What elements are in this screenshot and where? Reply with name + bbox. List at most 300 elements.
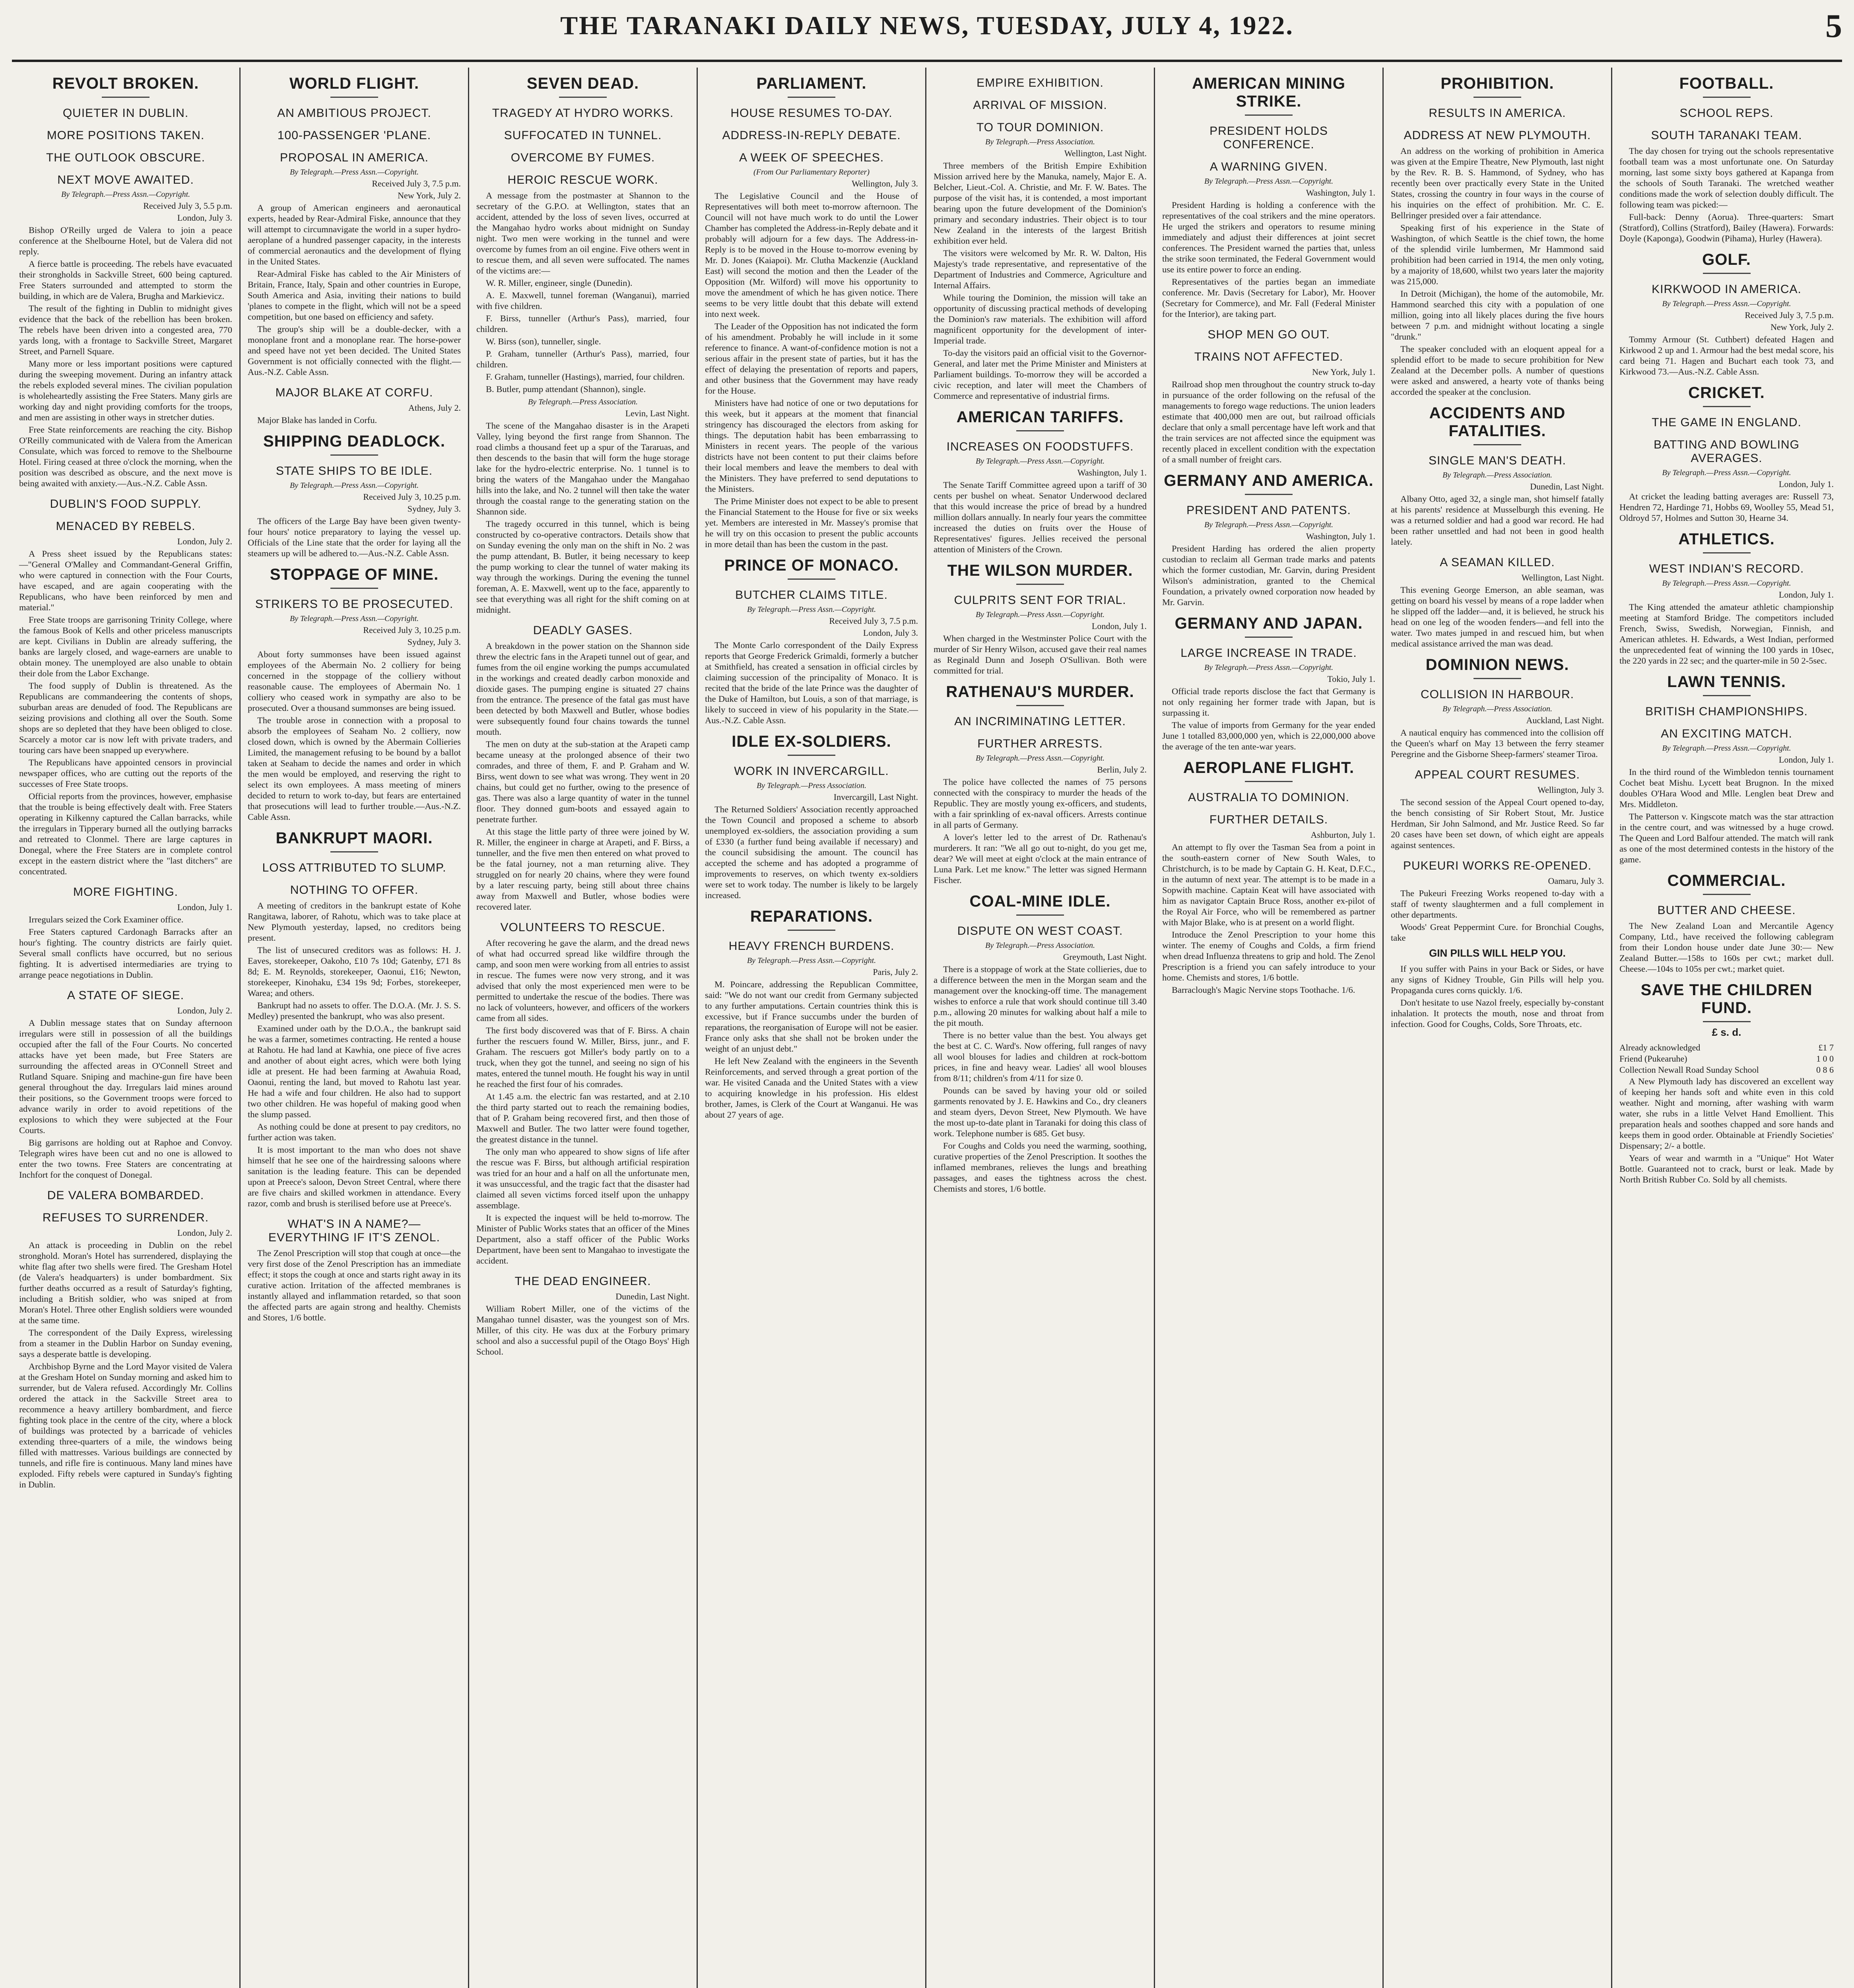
byline: By Telegraph.—Press Assn.—Copyright. xyxy=(747,956,876,965)
byline: By Telegraph.—Press Assn.—Copyright. xyxy=(1662,468,1791,477)
paragraph: The food supply of Dublin is threatened. As the Republicans are commandeering the contents of shops, suburban areas are denuded of food. The Republicans are seizing provisions and clothing all over the South. Some shops are so depleted that they have been obliged to close. Scarcely a motor car is now left with private traders, and touring cars have been snapped up everywhere. xyxy=(19,681,232,755)
paragraph: Bishop O'Reilly urged de Valera to join a peace conference at the Shelbourne Hotel, but de Valera did not reply. xyxy=(19,225,232,256)
dateline: Wellington, Last Night. xyxy=(1064,148,1147,158)
paragraph: The men on duty at the sub-station at the Arapeti camp became uneasy at the prolonged absence of their two comrades, and three of them, F. and P. Graham and W. Birss, went down to see what was wrong. They went in 20 chains, but could get no further, owing to the presence of gas. There was also a large quantity of water in the tunnel floor. They donned gum-boots and essayed again to penetrate further. xyxy=(476,739,689,824)
subheading: PRESIDENT HOLDS CONFERENCE. xyxy=(1209,124,1328,151)
subheading: THE DEAD ENGINEER. xyxy=(514,1275,651,1288)
dateline: Sydney, July 3. xyxy=(407,637,461,647)
dateline: Wellington, July 3. xyxy=(1538,785,1604,795)
headline: IDLE EX-SOLDIERS. xyxy=(732,733,891,750)
dateline: London, July 1. xyxy=(177,902,232,912)
paragraph: The Monte Carlo correspondent of the Daily Express reports that George Frederick Grimaldi, formerly a butcher at Smithfield, has created a sensation in official circles by claiming succession of the principality of Monaco. It is recited that the bride of the late Prince was the daughter of the Duke of Hamilton, but Louis, a son of that marriage, is likely to succeed in view of his popularity in the State.—Aus.-N.Z. Cable Assn. xyxy=(705,640,918,725)
subheading: DISPUTE ON WEST COAST. xyxy=(957,924,1123,938)
paragraph: Irregulars seized the Cork Examiner office. xyxy=(29,914,184,924)
subheading: NOTHING TO OFFER. xyxy=(290,883,419,897)
paragraph: The result of the fighting in Dublin to midnight gives evidence that the back of the rebellion has been broken. The rebels have been driven into a congested area, 770 yards long, with a frontage to Sackville Street, Margaret Street, and Parnell Square. xyxy=(19,303,232,356)
paragraph: William Robert Miller, one of the victims of the Mangahao tunnel disaster, was the youngest son of Mrs. Miller, of this city. He was dux at the Forbury primary school and also a successful pupil of the Otago Boys' High School. xyxy=(476,1304,689,1357)
headline: BANKRUPT MAORI. xyxy=(276,829,433,847)
paragraph: Bankrupt had no assets to offer. The D.O.A. (Mr. J. S. S. Medley) presented the bankrupt, who was also present. xyxy=(248,1000,461,1021)
ledger-label: Friend (Pukearuhe) xyxy=(1619,1054,1687,1064)
paragraph: The scene of the Mangahao disaster is in the Arapeti Valley, lying beyond the first range from Shannon. The road climbs a thousand feet up a spur of the Tararuas, and then descends to the basin that will form the huge storage lake for the hydro-electric enterprise. No. 1 tunnel is to bring the waters of the Mangahao under the Mangahao hills into the lake, and No. 2 tunnel will then take the water through the coastal range to the generating station on the Shannon side. xyxy=(476,421,689,516)
paragraph: An attempt to fly over the Tasman Sea from a point in the south-eastern corner of New South Wales, to Christchurch, is to be made by Captain G. H. Keat, D.F.C., in the autumn of next year. The attempt is to be made in a Sopwith machine. Captain Keat will have associated with him as navigator Captain Bruce Ross, another ex-pilot of the Royal Air Force, who will be remembered as partner with Major Blake, who is at present on a world flight. xyxy=(1162,842,1375,927)
subheading: PUKEURI WORKS RE-OPENED. xyxy=(1403,859,1592,872)
paragraph: A nautical enquiry has commenced into the collision off the Queen's wharf on May 13 between the ferry steamer Peregrine and the Gisborne Sheep-farmers' steamer Tiroa. xyxy=(1391,728,1604,759)
byline: By Telegraph.—Press Association. xyxy=(1442,471,1552,480)
byline: By Telegraph.—Press Association. xyxy=(1442,705,1552,713)
paragraph: A. E. Maxwell, tunnel foreman (Wanganui), married with five children. xyxy=(476,290,689,311)
dateline: Received July 3, 10.25 p.m. xyxy=(363,625,461,635)
headline-rule xyxy=(330,851,378,852)
headline: AEROPLANE FLIGHT. xyxy=(1183,759,1355,777)
headline: FOOTBALL. xyxy=(1679,75,1774,92)
subheading: INCREASES ON FOODSTUFFS. xyxy=(946,440,1134,453)
paragraph: It is expected the inquest will be held to-morrow. The Minister of Public Works states that an officer of the Mines Department, also a staff officer of the Public Works Department, have been sent to Mangahao to investigate the accident. xyxy=(476,1213,689,1266)
byline: By Telegraph.—Press Assn.—Copyright. xyxy=(1204,663,1334,672)
dateline: Received July 3, 7.5 p.m. xyxy=(372,179,461,188)
headline-rule xyxy=(1473,97,1521,98)
paragraph: The Returned Soldiers' Association recently approached the Town Council and proposed a scheme to absorb unemployed ex-soldiers, the association providing a sum of £330 (a further fund being available if necessary) and the council subsidising the amount. The council has accepted the scheme and has adopted a programme of improvements to reserves, on which twenty ex-soldiers were set to work today. The number is likely to be largely increased. xyxy=(705,804,918,900)
subheading: A WEEK OF SPEECHES. xyxy=(739,151,884,164)
dateline: Wellington, July 3. xyxy=(852,179,918,188)
dateline: Greymouth, Last Night. xyxy=(1063,952,1147,962)
subheading: STRIKERS TO BE PROSECUTED. xyxy=(255,598,454,611)
paragraph: The Republicans have appointed censors in provincial newspaper offices, who are cutting out the reports of the successes of Free State troops. xyxy=(19,757,232,789)
dateline: Dunedin, Last Night. xyxy=(615,1291,689,1301)
headline-rule xyxy=(788,755,835,756)
paragraph: The list of unsecured creditors was as follows: H. J. Eaves, storekeeper, Oakoho, £10 7s 10d; Gatenby, £71 8s 8d; E. M. Reynolds, storekeeper, Oaonui, £16; Newton, storekeeper, Kinohaku, £34 19s 9d; Forbes, storekeeper, Warea; and others. xyxy=(248,945,461,998)
headline: SEVEN DEAD. xyxy=(526,75,639,92)
subheading: LARGE INCREASE IN TRADE. xyxy=(1180,646,1357,660)
dateline: Washington, July 1. xyxy=(1077,468,1147,478)
subheading: WHAT'S IN A NAME?—EVERYTHING IF IT'S ZENOL. xyxy=(268,1217,440,1244)
headline-rule xyxy=(1703,406,1751,407)
byline: By Telegraph.—Press Assn.—Copyright. xyxy=(61,190,190,199)
paragraph: A message from the postmaster at Shannon to the secretary of the G.P.O. at Wellington, states that an accident, attended by the loss of seven lives, occurred at the Mangahao hydro works about midnight on Sunday night. Two men were working in the tunnel and were overcome by fumes from an oil engine. Five others went in to rescue them, and all seven were suffocated. The names of the victims are:— xyxy=(476,190,689,276)
subheading: HEROIC RESCUE WORK. xyxy=(507,173,658,186)
paragraph: An address on the working of prohibition in America was given at the Empire Theatre, New Plymouth, last night by the Rev. R. B. S. Hammond, of Sydney, who has recently been over practically every State in the United States, crossing the country in four ways in the course of his inquiries on the effect of prohibition. Mr. C. E. Bellringer presided over a fair attendance. xyxy=(1391,146,1604,220)
paragraph: M. Poincare, addressing the Republican Committee, said: "We do not want our credit from Germany subjected to any further amputations. Certain countries think this is excessive, but if France succumbs under the burden of reparations, the reorganisation of Europe will not be easier. France only asks that she shall not be broken under the weight of an unjust debt." xyxy=(705,979,918,1054)
paragraph: B. Butler, pump attendant (Shannon), single. xyxy=(486,384,646,394)
dateline: Ashburton, July 1. xyxy=(1310,830,1375,840)
paragraph: In the third round of the Wimbledon tennis tournament Cochet beat Mishu. Lycett beat Brugnon. In the mixed doubles O'Hara Wood and Mlle. Lenglen beat Drew and Mrs. Middleton. xyxy=(1619,767,1834,809)
masthead xyxy=(12,4,1842,48)
headline: PRINCE OF MONACO. xyxy=(724,557,899,574)
column-2 xyxy=(241,68,469,1988)
paragraph: Representatives of the parties began an immediate conference. Mr. Davis (Secretary for Labor), Mr. Hoover (Secretary for Commerce), and Mr. Fall (Federal Minister for the Interior), are taking part. xyxy=(1162,277,1375,319)
byline: By Telegraph.—Press Assn.—Copyright. xyxy=(1204,520,1334,529)
paragraph: F. Graham, tunneller (Hastings), married, four children. xyxy=(486,372,685,382)
headline: PARLIAMENT. xyxy=(756,75,867,92)
dateline: Received July 3, 10.25 p.m. xyxy=(363,492,461,502)
paragraph: While touring the Dominion, the mission will take an opportunity of discussing practical methods of developing the Dominion's raw materials. The exhibition will afford magnificent opportunity for the development of inter-Imperial trade. xyxy=(934,293,1147,346)
paragraph: It is most important to the man who does not shave himself that he see one of the hairdressing saloons where sanitation is the leading feature. This can be depended upon at Preece's saloon, Devon Street Central, where there are five chairs and skilled workmen in attendance. Every razor, comb and brush is sterilised before use at Preece's. xyxy=(248,1145,461,1208)
paragraph: There is a stoppage of work at the State collieries, due to a difference between the men in the Morgan seam and the management over the knocking-off time. The management wishes to enforce a rule that work should continue till 3.40 p.m., allowing 20 minutes for walking about half a mile to the pit mouth. xyxy=(934,964,1147,1028)
paragraph: He left New Zealand with the engineers in the Seventh Reinforcements, and served through a great portion of the war. He visited Canada and the United States with a view to acquiring knowledge in his profession. His eldest brother, James, is Clerk of the Court at Wanganui. He was about 27 years of age. xyxy=(705,1056,918,1120)
headline: AMERICAN MINING STRIKE. xyxy=(1192,75,1346,110)
headline: STOPPAGE OF MINE. xyxy=(270,566,439,583)
headline: PROHIBITION. xyxy=(1440,75,1554,92)
subheading: COLLISION IN HARBOUR. xyxy=(1420,688,1574,701)
paragraph: At this stage the little party of three were joined by W. R. Miller, the engineer in charge at Arapeti, and F. Birss, a tunneller, and the five men then entered on what proved to be the fatal journey, not a man returning alive. They struggled on for nearly 20 chains, where they were found by a later rescuing party, being still about three chains away from Maxwell and Butler, whose bodies were recovered later. xyxy=(476,827,689,912)
paragraph: The Prime Minister does not expect to be able to present the Financial Statement to the House for five or six weeks yet. Members are interested in Mr. Massey's promise that he will try on this occasion to present the public accounts in more detail than has been the custom in the past. xyxy=(705,496,918,549)
paragraph: Full-back: Denny (Aorua). Three-quarters: Smart (Stratford), Collins (Stratford), Bailey (Hawera). Forwards: Doyle (Kaponga), Goodwin (Pihama), Hurley (Hawera). xyxy=(1619,212,1834,243)
subheading: FURTHER ARRESTS. xyxy=(977,737,1103,750)
column-4 xyxy=(698,68,926,1988)
dateline: London, July 1. xyxy=(1091,621,1147,631)
paragraph: The visitors were welcomed by Mr. R. W. Dalton, His Majesty's trade representative, and representative of the Department of Industries and Commerce, Agriculture and Internal Affairs. xyxy=(934,248,1147,290)
masthead-title: THE TARANAKI DAILY NEWS, TUESDAY, JULY 4, 1922. xyxy=(560,11,1294,40)
byline: By Telegraph.—Press Assn.—Copyright. xyxy=(289,614,419,623)
headline-rule xyxy=(559,97,607,98)
headline-rule xyxy=(1703,1021,1751,1022)
subheading: LOSS ATTRIBUTED TO SLUMP. xyxy=(262,861,447,874)
byline: By Telegraph.—Press Association. xyxy=(985,138,1095,146)
headline: COAL-MINE IDLE. xyxy=(969,893,1111,910)
dateline: Athens, July 2. xyxy=(408,403,461,413)
subheading: MENACED BY REBELS. xyxy=(56,520,196,533)
subheading: TRAGEDY AT HYDRO WORKS. xyxy=(492,107,674,120)
subheading: DEADLY GASES. xyxy=(533,624,633,637)
paragraph: W. R. Miller, engineer, single (Dunedin). xyxy=(486,278,633,288)
paragraph: F. Birss, tunneller (Arthur's Pass), married, four children. xyxy=(476,313,689,334)
paragraph: The day chosen for trying out the schools representative football team was a most unfortunate one. On Saturday morning, last some sixty boys gathered at Kapanga from the schools of South Taranaki. The wretched weather conditions made the work of selection doubly difficult. The following team was picked:— xyxy=(1619,146,1834,210)
byline: By Telegraph.—Press Assn.—Copyright. xyxy=(1662,299,1791,308)
paragraph: A fierce battle is proceeding. The rebels have evacuated their strongholds in Sackville Street, 600 being captured. Free Staters surrounded and attempted to storm the building, in which are de Valera, Brugha and Markievicz. xyxy=(19,259,232,301)
subheading: KIRKWOOD IN AMERICA. xyxy=(1652,283,1802,296)
paragraph: A lover's letter led to the arrest of Dr. Rathenau's murderers. It ran: "We all go out to-night, do you get me, dear? We will meet at eight o'clock at the main entrance of Luna Park. Let me know." The letter was signed Hermann Fischer. xyxy=(934,832,1147,885)
subheading: QUIETER IN DUBLIN. xyxy=(62,107,189,120)
paragraph: Examined under oath by the D.O.A., the bankrupt said he was a farmer, sometimes contracting. He rented a house at Rahotu. He had land at Kawhia, one piece of five acres and another of about eight acres, which were both lying idle at present. He had been farming at Awahuia Road, Oaonui, renting the land, but moved to Rahotu last year. He had a wife and four children. He also had to support two other children. He was hopeful of making good when the slump passed. xyxy=(248,1023,461,1119)
headline: THE WILSON MURDER. xyxy=(947,562,1133,579)
paragraph: Many more or less important positions were captured during the sweeping movement. During an infantry attack the rebels exploded several mines. The civilian population is wholeheartedly assisting the Free Staters. Many girls are working day and night providing comforts for the troops, and men are assisting in other ways in stretcher duties. xyxy=(19,359,232,422)
dateline: New York, July 1. xyxy=(1312,367,1375,377)
paragraph: When charged in the Westminster Police Court with the murder of Sir Henry Wilson, accused gave their real names as Reginald Dunn and Joseph O'Sullivan. Both were committed for trial. xyxy=(934,633,1147,676)
byline: (From Our Parliamentary Reporter) xyxy=(753,168,870,177)
dateline: Dunedin, Last Night. xyxy=(1530,481,1604,491)
subheading: AN AMBITIOUS PROJECT. xyxy=(277,107,431,120)
headline: GERMANY AND JAPAN. xyxy=(1175,615,1363,632)
paragraph: Pounds can be saved by having your old or soiled garments renovated by J. E. Hawkins and Co., dry cleaners and steam dyers, Devon Street, New Plymouth. We have the most up-to-date plant in Taranaki for doing this class of work. Telephone number is 685. Get busy. xyxy=(934,1085,1147,1138)
paragraph: The group's ship will be a double-decker, with a monoplane front and a monoplane rear. The horse-power and speed have not yet been decided. The United States Government is not officially connected with the flight.—Aus.-N.Z. Cable Assn. xyxy=(248,324,461,377)
paragraph: The Legislative Council and the House of Representatives will both meet to-morrow afternoon. The Council will not have much work to do until the Lower Chamber has completed the Address-in-Reply debate and it probably will adjourn for a few days. The Address-in-Reply is to be moved in the House to-morrow evening by Mr. D. Jones (Kaiapoi). Mr. Clutha Mackenzie (Auckland East) will second the motion and then the Leader of the Opposition (Mr. Wilford) will move his opportunity to move the amendment of which he has given notice. There seems to be very little doubt that this debate will extend into next week. xyxy=(705,191,918,319)
ad-heading: GIN PILLS WILL HELP YOU. xyxy=(1429,947,1566,959)
headline: GERMANY AND AMERICA. xyxy=(1164,472,1374,489)
paragraph: If you suffer with Pains in your Back or Sides, or have any signs of Kidney Trouble, Gin Pills will help you. Propaganda cures corns quickly. 1/6. xyxy=(1391,964,1604,995)
subheading: STATE SHIPS TO BE IDLE. xyxy=(276,464,433,478)
paragraph: The police have collected the names of 75 persons connected with the conspiracy to murder the heads of the Republic. They are mostly young ex-officers, and students, with a fair sprinkling of ex-naval officers. Arrests continue in all parts of Germany. xyxy=(934,777,1147,830)
ledger-row xyxy=(1619,1054,1834,1064)
subheading: PRESIDENT AND PATENTS. xyxy=(1186,504,1351,517)
paragraph: Free Staters captured Cardonagh Barracks after an hour's fighting. The country districts are fairly quiet. Several small conflicts have occurred, but no serious fighting. It is advertised intermediaries are trying to arrange peace negotiations in Dublin. xyxy=(19,927,232,980)
subheading: AUSTRALIA TO DOMINION. xyxy=(1188,791,1349,804)
paragraph: President Harding is holding a conference with the representatives of the coal strikers and the mine operators. He urged the strikers and operators to resume mining immediately and adjust their differences at joint secret conferences. The President warned the parties that, unless the strike soon terminated, the Federal Government would use its entire power to force an ending. xyxy=(1162,200,1375,274)
ledger-amount: £1 7 xyxy=(1818,1043,1834,1052)
dateline: Washington, July 1. xyxy=(1306,531,1375,541)
subheading: REFUSES TO SURRENDER. xyxy=(42,1211,209,1224)
dateline: Invercargill, Last Night. xyxy=(833,792,918,802)
dateline: London, July 1. xyxy=(1778,755,1834,765)
paragraph: There is no better value than the best. You always get the best at C. C. Ward's. Now offering, full ranges of navy all wool blouses for ladies and children at rock-bottom prices, in fine and heavy wear. Ladies' all wool blouses from 8/11; children's from 4/11 for size 0. xyxy=(934,1030,1147,1083)
headline-rule xyxy=(1245,781,1293,782)
paragraph: The first body discovered was that of F. Birss. A chain further the rescuers found W. Miller, Birss, junr., and F. Graham. The rescuers got Miller's body partly on to a truck, when they got the tunnel, and seeing no sign of his mates, entered the tunnel mouth. He fought his way in until he reached the first four of his comrades. xyxy=(476,1025,689,1089)
paragraph: The Patterson v. Kingscote match was the star attraction in the centre court, and was witnessed by a huge crowd. The Queen and Lord Balfour attended. The match will rank as one of the most determined contests in the history of the game. xyxy=(1619,812,1834,864)
dateline: Received July 3, 5.5 p.m. xyxy=(143,201,232,211)
headline-rule xyxy=(1245,494,1293,495)
headline-rule xyxy=(330,588,378,589)
paragraph: A group of American engineers and aeronautical experts, headed by Rear-Admiral Fiske, announce that they will attempt to circumnavigate the world in a super hydro-aeroplane of a hundred passenger capacity, in the interests of commercial aeronautics and the development of flying in the United States. xyxy=(248,203,461,266)
subheading: ADDRESS AT NEW PLYMOUTH. xyxy=(1404,129,1591,142)
paragraph: The speaker concluded with an eloquent appeal for a splendid effort to be made to secure prohibition for New Zealand at the December polls. A number of questions were asked and answered, a hearty vote of thanks being accorded the speaker at the conclusion. xyxy=(1391,344,1604,397)
dateline: Oamaru, July 3. xyxy=(1548,876,1604,886)
dateline: London, July 2. xyxy=(177,1006,232,1015)
subheading: PROPOSAL IN AMERICA. xyxy=(280,151,429,164)
headline-rule xyxy=(1016,430,1064,431)
paragraph: Albany Otto, aged 32, a single man, shot himself fatally at his parents' residence at Musselburgh this evening. He was a returned soldier and had a good war record. He had been rather unsettled and had not been in good health lately. xyxy=(1391,494,1604,547)
paragraph: Big garrisons are holding out at Raphoe and Convoy. Telegraph wires have been cut and no one is allowed to enter the two towns. Free Staters are concentrating at Inchfort for the conquest of Donegal. xyxy=(19,1138,232,1180)
headline-rule xyxy=(1473,678,1521,679)
paragraph: About forty summonses have been issued against employees of the Abermain No. 2 colliery for being concerned in the stoppage of the colliery without reasonable cause. The employees of Abermain No. 1 colliery who ceased work in sympathy are also to be prosecuted. Over a thousand summonses are being issued. xyxy=(248,649,461,713)
subheading: AN INCRIMINATING LETTER. xyxy=(954,715,1126,728)
subheading: WORK IN INVERCARGILL. xyxy=(734,765,889,778)
headline: SHIPPING DEADLOCK. xyxy=(263,433,446,450)
paragraph: Archbishop Byrne and the Lord Mayor visited de Valera at the Gresham Hotel on Sunday morning and asked him to surrender, but de Valera refused. Accordingly Mr. Collins ordered the attack in the Sackville Street area to recommence a heavy artillery bombardment, and fierce fighting took place in the centre of the city, where a block of buildings was protected by a barricade of vehicles extending three-quarters of a mile, the windows being filled with mattresses. Various buildings are connected by tunnels, and rifle fire is continuous. Many land mines have exploded. Fifty rebels were captured in Sunday's fighting in Dublin. xyxy=(19,1361,232,1489)
byline: By Telegraph.—Press Association. xyxy=(757,781,866,790)
paragraph: The New Zealand Loan and Mercantile Agency Company, Ltd., have received the following cablegram from their London house under date June 30:— New Zealand Butter.—158s to 160s per cwt.; market dull. Cheese.—104s to 105s per cwt.; market quiet. xyxy=(1619,921,1834,974)
subheading: ARRIVAL OF MISSION. xyxy=(973,99,1107,112)
subheading: DUBLIN'S FOOD SUPPLY. xyxy=(50,497,202,511)
paragraph: The Leader of the Opposition has not indicated the form of his amendment. Probably he will include in it some reference to finance. A want-of-confidence motion is not a serious affair in the present state of parties, but it has the effect of delaying the presentation of reports and papers, and other business that the Government may have ready for the House. xyxy=(705,321,918,396)
paragraph: Major Blake has landed in Corfu. xyxy=(257,415,377,425)
paragraph: At cricket the leading batting averages are: Russell 73, Hendren 72, Hardinge 71, Hobbs 69, Woolley 55, Mead 51, Oldroyd 57, Holmes and Sutton 30, Hearne 34. xyxy=(1619,491,1834,523)
headline-rule xyxy=(330,97,378,98)
subheading: MORE FIGHTING. xyxy=(73,885,178,899)
dateline: Washington, July 1. xyxy=(1306,188,1375,198)
subheading: EMPIRE EXHIBITION. xyxy=(977,76,1104,89)
subheading: A STATE OF SIEGE. xyxy=(67,989,184,1002)
subheading: DE VALERA BOMBARDED. xyxy=(47,1189,204,1202)
page-number: 5 xyxy=(1825,7,1842,45)
byline: By Telegraph.—Press Assn.—Copyright. xyxy=(747,605,876,614)
byline: By Telegraph.—Press Assn.—Copyright. xyxy=(1204,177,1334,186)
paragraph: The Pukeuri Freezing Works reopened to-day with a staff of twenty slaughtermen and a full complement in other departments. xyxy=(1391,888,1604,920)
ledger-amount: 0 8 6 xyxy=(1816,1065,1834,1075)
dateline: New York, July 2. xyxy=(398,190,461,200)
column-1 xyxy=(12,68,241,1988)
ad-heading: £ s. d. xyxy=(1712,1026,1741,1038)
headline: REPARATIONS. xyxy=(750,908,873,925)
paragraph: A Press sheet issued by the Republicans states:—"General O'Malley and Commandant-General Griffin, who were captured in connection with the Four Courts, have escaped, and are again cooperating with the Republicans, who have been reinforced by men and material." xyxy=(19,549,232,612)
headline-rule xyxy=(1016,584,1064,585)
subheading: A WARNING GIVEN. xyxy=(1209,160,1328,173)
headline-rule xyxy=(330,454,378,456)
dateline: Sydney, July 3. xyxy=(407,504,461,514)
headline-rule xyxy=(1245,115,1293,116)
subheading: AN EXCITING MATCH. xyxy=(1661,727,1792,740)
paragraph: The Zenol Prescription will stop that cough at once—the very first dose of the Zenol Prescription has an immediate effect; it stops the cough at once and starts right away in its curative action. Irritation of the affected membranes is instantly allayed and inflammation retarded, so that soon the affected parts are again strong and healthy. Chemists and Stores, 1/6 bottle. xyxy=(248,1248,461,1322)
headline: LAWN TENNIS. xyxy=(1667,673,1786,691)
paragraph: Years of wear and warmth in a "Unique" Hot Water Bottle. Guaranteed not to crack, burst or leak. Made by North British Rubber Co. Sold by all chemists. xyxy=(1619,1153,1834,1184)
paragraph: The value of imports from Germany for the year ended June 1 totalled 83,000,000 yen, which is 22,000,000 above the average of the ten ante-war years. xyxy=(1162,720,1375,751)
headline: ACCIDENTS AND FATALITIES. xyxy=(1429,404,1566,440)
dateline: New York, July 2. xyxy=(1771,322,1834,332)
headline: ATHLETICS. xyxy=(1678,530,1775,548)
headline: REVOLT BROKEN. xyxy=(52,75,199,92)
paragraph: To-day the visitors paid an official visit to the Governor-General, and later met the Prime Minister and Ministers at Parliament buildings. To-morrow they will be accorded a civic reception, and later will meet the Chambers of Commerce and representative of industrial firms. xyxy=(934,348,1147,401)
column-7 xyxy=(1384,68,1612,1988)
subheading: WEST INDIAN'S RECORD. xyxy=(1649,562,1804,575)
masthead-rule xyxy=(12,60,1842,62)
subheading: NEXT MOVE AWAITED. xyxy=(57,173,194,186)
ledger-row xyxy=(1619,1043,1834,1053)
subheading: HOUSE RESUMES TO-DAY. xyxy=(730,107,893,120)
headline: RATHENAU'S MURDER. xyxy=(946,683,1134,701)
paragraph: The tragedy occurred in this tunnel, which is being constructed by co-operative contractors. Details show that on Sunday evening the only man on the shift in No. 2 was the pump attendant, B. Butler, it being necessary to keep the pump working to clear the tunnel of water making its way through the workings. During the evening the tunnel foreman, A. E. Maxwell, went up to the face, apparently to see that everything was all right for the shift coming on at midnight. xyxy=(476,519,689,615)
byline: By Telegraph.—Press Assn.—Copyright. xyxy=(975,610,1105,619)
headline: SAVE THE CHILDREN FUND. xyxy=(1640,981,1813,1017)
subheading: OVERCOME BY FUMES. xyxy=(511,151,655,164)
paragraph: Introduce the Zenol Prescription to your home this winter. The enemy of Coughs and Colds, a firm friend when dread Influenza threatens to grip and hold. The Zenol Prescription is a friend you can safely introduce to your home. Chemists and stores, 1/6 bottle. xyxy=(1162,930,1375,982)
paragraph: The King attended the amateur athletic championship meeting at Stamford Bridge. The competitors included French, Swiss, Swedish, Norwegian, Finnish, and American athletes. H. Edwards, a West Indian, performed the unprecedented feat of winning the 100 yards in 10sec, the 220 yards in 22 sec; and the quarter-mile in 50 2-5sec. xyxy=(1619,602,1834,666)
paragraph: Railroad shop men throughout the country struck to-day in pursuance of the order following on the refusal of the managements to forego wage reductions. The union leaders estimate that 400,000 men are out, but railroad officials declare that only a small percentage have left work and that the train services are not affected since the equipment was recently placed in excellent condition with the expectation of a small number of freight cars. xyxy=(1162,379,1376,464)
paragraph: The correspondent of the Daily Express, wirelessing from a steamer in the Dublin Harbor on Sunday evening, says a desperate battle is developing. xyxy=(19,1328,232,1359)
subheading: BRITISH CHAMPIONSHIPS. xyxy=(1645,705,1808,718)
headline-rule xyxy=(1703,695,1751,696)
headline: COMMERCIAL. xyxy=(1667,872,1786,889)
paragraph: The officers of the Large Bay have been given twenty-four hours' notice preparatory to laying the vessel up. Officials of the Line state that the order for laying all the steamers up will be adhered to.—Aus.-N.Z. Cable Assn. xyxy=(248,516,461,558)
paragraph: Three members of the British Empire Exhibition Mission arrived here by the Manuka, namely, Major E. A. Belcher, Lieut.-Col. A. Christie, and Mr. F. W. Bates. The purpose of the visit has, it is contended, a most important bearing upon the future development of the Dominion's primary and secondary industries. Their object is to tour New Zealand in the interests of the largest British exhibition ever held. xyxy=(934,161,1147,246)
headline: GOLF. xyxy=(1702,251,1751,268)
dateline: Paris, July 2. xyxy=(873,967,918,977)
column-3 xyxy=(469,68,698,1988)
paragraph: The only man who appeared to show signs of life after the rescue was F. Birss, but although artificial respiration was tried for an hour and a half on all the unfortunate men, it was unsuccessful, and the tragic fact that the disaster had claimed all seven victims forced itself upon the unhappy assemblage. xyxy=(476,1147,689,1210)
subheading: THE GAME IN ENGLAND. xyxy=(1652,416,1802,429)
ledger-row xyxy=(1619,1065,1834,1075)
dateline: Levin, Last Night. xyxy=(625,408,689,418)
byline: By Telegraph.—Press Association. xyxy=(985,941,1095,950)
subheading: RESULTS IN AMERICA. xyxy=(1429,107,1566,120)
subheading: FURTHER DETAILS. xyxy=(1209,813,1328,826)
paragraph: Barraclough's Magic Nervine stops Toothache. 1/6. xyxy=(1172,985,1355,995)
column-5 xyxy=(926,68,1155,1988)
headline-rule xyxy=(1703,273,1751,274)
byline: By Telegraph.—Press Assn.—Copyright. xyxy=(975,754,1105,763)
dateline: Received July 3, 7.5 p.m. xyxy=(829,616,918,626)
subheading: MAJOR BLAKE AT CORFU. xyxy=(275,386,433,399)
headline-rule xyxy=(1703,552,1751,553)
headline-rule xyxy=(1703,894,1751,895)
subheading: BATTING AND BOWLING AVERAGES. xyxy=(1654,438,1800,465)
subheading: TRAINS NOT AFFECTED. xyxy=(1194,350,1343,363)
dateline: Received July 3, 7.5 p.m. xyxy=(1745,310,1834,320)
subheading: BUTCHER CLAIMS TITLE. xyxy=(735,588,888,602)
paragraph: In Detroit (Michigan), the home of the automobile, Mr. Hammond searched this city with a population of one million, going into all likely places during the five hours between 7 p.m. and midnight without locating a single "drunk." xyxy=(1391,289,1604,342)
dateline: Berlin, July 2. xyxy=(1097,765,1147,775)
dateline: London, July 2. xyxy=(177,536,232,546)
paragraph: Tommy Armour (St. Cuthbert) defeated Hagen and Kirkwood 2 up and 1. Armour had the best medal score, his card being 71. Hagen and Buchart each took 73, and Kirkwood 73.—Aus.-N.Z. Cable Assn. xyxy=(1619,334,1834,377)
paragraph: The trouble arose in connection with a proposal to absorb the employees of Seaham No. 2 colliery, now closed down, which is owned by the Abermain Collieries Limited, the management refusing to be bound by a ballot taken at Seaham to decide the names and order in which the men would be employed, and reserving the right to select its own employees. A mass meeting of miners decided to return to work to-day, but fears are entertained that prosecutions will lead to further trouble.—Aus.-N.Z. Cable Assn. xyxy=(248,715,461,822)
paragraph: Ministers have had notice of one or two deputations for this week, but it appears at the moment that financial stringency has discouraged the electors from asking for things. The deputation habit has been embarrassing to Ministers in recent years. The people of the various districts have not been content to put their claims before their local members and leave the members to deal with the Ministers. They have preferred to send deputations to the Ministers. xyxy=(705,398,918,494)
columns-container xyxy=(12,68,1842,1988)
subheading: VOLUNTEERS TO RESCUE. xyxy=(500,921,666,934)
dateline: London, July 1. xyxy=(1778,479,1834,489)
paragraph: Official trade reports disclose the fact that Germany is not only regaining her former trade with Japan, but is surpassing it. xyxy=(1162,686,1375,718)
headline-rule xyxy=(788,97,835,98)
subheading: HEAVY FRENCH BURDENS. xyxy=(728,940,895,953)
paragraph: President Harding has ordered the alien property custodian to reclaim all German trade marks and patents which the former custodian, Mr. Garvin, during President Wilson's administration, granted to the Chemical Foundation, a privately owned corporation now headed by Mr. Garvin. xyxy=(1162,544,1375,607)
headline: AMERICAN TARIFFS. xyxy=(956,408,1124,426)
headline-rule xyxy=(1245,637,1293,638)
subheading: SINGLE MAN'S DEATH. xyxy=(1429,454,1566,467)
headline: DOMINION NEWS. xyxy=(1425,656,1569,674)
paragraph: Free State reinforcements are reaching the city. Bishop O'Reilly communicated with de Valera from the American Consulate, which was forced to remove to the Shelbourne Hotel. Firing ceased at three o'clock the morning, when the position was described as obscure, and the next move is being awaited with anxiety.—Aus.-N.Z. Cable Assn. xyxy=(19,425,232,488)
headline: WORLD FLIGHT. xyxy=(289,75,419,92)
subheading: CULPRITS SENT FOR TRIAL. xyxy=(954,594,1126,607)
paragraph: This evening George Emerson, an able seaman, was getting on board his vessel by means of a rope ladder when he slipped off the ladder—and, it is believed, he struck his head on one leg of the wooden fenders—and fell into the water. Two mates jumped in and rescued him, but when medical assistance arrived the man was dead. xyxy=(1391,585,1604,648)
paragraph: A New Plymouth lady has discovered an excellent way of keeping her hands soft and white even in this cold weather. Night and morning, after washing with warm water, she rubs in a little Velvet Hand Emollient. This preparation heals and soothes chapped and sore hands and keeps them in good order. Obtainable at Friendly Societies' Dispensary; 2/- a bottle. xyxy=(1619,1076,1834,1151)
headline-rule xyxy=(1703,97,1751,98)
dateline: Wellington, Last Night. xyxy=(1521,573,1604,582)
subheading: MORE POSITIONS TAKEN. xyxy=(47,129,205,142)
headline-rule xyxy=(1016,705,1064,706)
paragraph: As nothing could be done at present to pay creditors, no further action was taken. xyxy=(248,1122,461,1142)
headline: CRICKET. xyxy=(1688,384,1765,402)
ledger-label: Collection Newall Road Sunday School xyxy=(1619,1065,1759,1075)
headline-rule xyxy=(788,930,835,931)
subheading: SCHOOL REPS. xyxy=(1679,107,1774,120)
paragraph: Official reports from the provinces, however, emphasise that the trouble is being effectively dealt with. Free Staters operating in Kilkenny captured the Callan barracks, while the irregulars in Tipperary burned all the outlying barracks and retreated to Clonmel. There are large captures in Donegal, where the Free Staters are in complete control except in the eastern district where the "last ditchers" are concentrated. xyxy=(19,791,232,876)
paragraph: A meeting of creditors in the bankrupt estate of Kohe Rangitawa, laborer, of Rahotu, which was to take place at New Plymouth yesterday, lapsed, no creditors being present. xyxy=(248,901,461,943)
paragraph: Don't hesitate to use Nazol freely, especially by-constant inhalation. It protects the mouth, nose and throat from infection. Good for Coughs, Colds, Sore Throats, etc. xyxy=(1391,998,1604,1029)
subheading: SOUTH TARANAKI TEAM. xyxy=(1651,129,1802,142)
byline: By Telegraph.—Press Assn.—Copyright. xyxy=(289,168,419,177)
byline: By Telegraph.—Press Assn.—Copyright. xyxy=(1662,744,1791,753)
paragraph: W. Birss (son), tunneller, single. xyxy=(486,336,601,346)
subheading: TO TOUR DOMINION. xyxy=(976,121,1104,134)
paragraph: The second session of the Appeal Court opened to-day, the bench consisting of Sir Robert Stout, Mr. Justice Herdman, Sir John Salmond, and Mr. Justice Reed. So far 20 cases have been set down, of which eight are appeals against sentences. xyxy=(1391,797,1604,850)
paragraph: Woods' Great Peppermint Cure. for Bronchial Coughs, take xyxy=(1391,922,1604,943)
dateline: Auckland, Last Night. xyxy=(1526,715,1604,725)
byline: By Telegraph.—Press Assn.—Copyright. xyxy=(975,457,1105,466)
headline-rule xyxy=(102,97,149,98)
dateline: London, July 3. xyxy=(863,628,918,638)
paragraph: An attack is proceeding in Dublin on the rebel stronghold. Moran's Hotel has surrendered, displaying the white flag after two shells were fired. The Gresham Hotel (de Valera's headquarters) is under bombardment. Six further deaths occurred as a result of Saturday's fighting, including a British soldier, who was sniped at from Moran's Hotel. Three other English soldiers were wounded at the same time. xyxy=(19,1240,232,1325)
headline-rule xyxy=(1473,444,1521,445)
headline-rule xyxy=(1016,914,1064,916)
column-6 xyxy=(1155,68,1384,1988)
paragraph: For Coughs and Colds you need the warming, soothing, curative properties of the Zenol Prescription. It soothes the inflamed membranes, relieves the lungs and breathing passages, and eases the tightness across the chest. Chemists and stores, 1/6 bottle. xyxy=(934,1141,1147,1194)
paragraph: The Senate Tariff Committee agreed upon a tariff of 30 cents per bushel on wheat. Senator Underwood declared that this would increase the price of bread by a hundred million dollars annually. In nearly four years the committee increased the duties on fruits over the House of Representatives' figures. Jellies received the personal attention of Ministers of the Crown. xyxy=(934,480,1147,554)
subheading: 100-PASSENGER 'PLANE. xyxy=(277,129,431,142)
byline: By Telegraph.—Press Assn.—Copyright. xyxy=(1662,579,1791,588)
subheading: BUTTER AND CHEESE. xyxy=(1657,904,1796,917)
subheading: THE OUTLOOK OBSCURE. xyxy=(46,151,206,164)
subheading: SUFFOCATED IN TUNNEL. xyxy=(504,129,662,142)
byline: By Telegraph.—Press Assn.—Copyright. xyxy=(289,481,419,490)
subheading: APPEAL COURT RESUMES. xyxy=(1415,768,1580,781)
byline: By Telegraph.—Press Association. xyxy=(528,398,638,406)
column-8 xyxy=(1612,68,1841,1988)
paragraph: A breakdown in the power station on the Shannon side threw the electric fans in the Arapeti tunnel out of gear, and fumes from the oil engine working the pumps accumulated in the workings and created deadly carbon monoxide and dioxide gases. The pumping engine is situated 27 chains from the entrance. The presence of the fatal gas must have been detected by both Maxwell and Butler, whose bodies were subsequently found four chains towards the tunnel mouth. xyxy=(476,641,689,737)
dateline: Tokio, July 1. xyxy=(1327,674,1375,684)
headline-rule xyxy=(788,579,835,580)
paragraph: A Dublin message states that on Sunday afternoon irregulars were still in possession of all the buildings occupied after the fall of the Four Courts. No concerted attacks have yet been made, but Free Staters are surrounding the affected areas in O'Connell Street and Rutland Square. Sniping and machine-gun fire have been general throughout the day. Irregulars laid mines around their positions, so the Government troops were forced to advance warily in order to avoid repetitions of the explosions to which they were subjected at the Four Courts. xyxy=(19,1018,232,1135)
paragraph: At 1.45 a.m. the electric fan was restarted, and at 2.10 the third party started out to reach the remaining bodies, that of P. Graham being recovered first, and then those of Maxwell and Butler. The two latter were found together, the greatest distance in the tunnel. xyxy=(476,1091,689,1144)
ledger-amount: 1 0 0 xyxy=(1816,1054,1834,1064)
subheading: SHOP MEN GO OUT. xyxy=(1208,328,1330,341)
paragraph: Rear-Admiral Fiske has cabled to the Air Ministers of Britain, France, Italy, Spain and other countries in Europe, South America and Asia, inviting their nations to build 'planes to compete in the flight, which will not be a speed competition, but one based on efficiency and safety. xyxy=(248,269,461,322)
subheading: A SEAMAN KILLED. xyxy=(1440,556,1555,569)
subheading: ADDRESS-IN-REPLY DEBATE. xyxy=(722,129,901,142)
